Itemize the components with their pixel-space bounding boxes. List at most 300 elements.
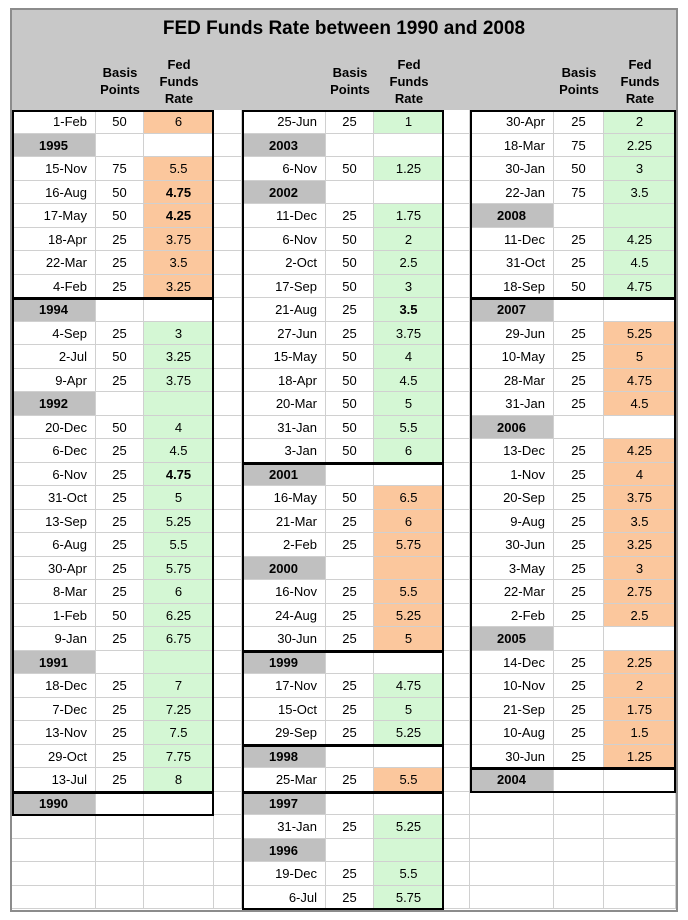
rate-cell: 1.75	[374, 204, 444, 228]
spacer-cell	[444, 533, 470, 557]
rate-cell: 7.75	[144, 745, 214, 769]
year-label: 1990	[12, 792, 96, 816]
basis-points-cell: 25	[326, 815, 374, 839]
basis-points-cell: 50	[326, 369, 374, 393]
empty-cell	[96, 392, 144, 416]
basis-points-cell: 25	[96, 745, 144, 769]
spacer-cell	[444, 721, 470, 745]
empty-cell	[96, 298, 144, 322]
date-cell: 1-Feb	[12, 604, 96, 628]
date-cell: 6-Jul	[242, 886, 326, 910]
spacer-cell	[214, 463, 242, 487]
basis-points-cell: 25	[554, 251, 604, 275]
year-label: 1997	[242, 792, 326, 816]
spacer-cell	[444, 439, 470, 463]
basis-points-cell: 25	[326, 768, 374, 792]
date-cell: 22-Jan	[470, 181, 554, 205]
empty-cell	[144, 839, 214, 863]
rate-cell: 3.25	[144, 345, 214, 369]
rate-cell: 5.25	[604, 322, 676, 346]
basis-points-cell: 50	[326, 157, 374, 181]
rate-cell: 2	[374, 228, 444, 252]
date-cell: 31-Jan	[470, 392, 554, 416]
basis-points-cell: 25	[554, 369, 604, 393]
date-cell: 20-Mar	[242, 392, 326, 416]
empty-cell	[604, 768, 676, 792]
rate-cell: 1.5	[604, 721, 676, 745]
rate-cell: 6	[144, 110, 214, 134]
rate-cell: 3	[604, 557, 676, 581]
basis-points-cell: 25	[96, 533, 144, 557]
spacer-cell	[214, 228, 242, 252]
empty-cell	[12, 815, 96, 839]
spacer-cell	[444, 322, 470, 346]
date-cell: 6-Aug	[12, 533, 96, 557]
year-label: 1991	[12, 651, 96, 675]
empty-cell	[144, 862, 214, 886]
date-cell: 9-Apr	[12, 369, 96, 393]
spacer-cell	[444, 298, 470, 322]
rate-cell: 4.25	[604, 228, 676, 252]
rate-cell: 7	[144, 674, 214, 698]
spacer-cell	[444, 486, 470, 510]
rate-cell: 4.75	[144, 181, 214, 205]
year-label: 2006	[470, 416, 554, 440]
basis-points-cell: 25	[96, 439, 144, 463]
date-cell: 28-Mar	[470, 369, 554, 393]
spacer-cell	[214, 439, 242, 463]
date-cell: 31-Jan	[242, 416, 326, 440]
empty-cell	[604, 792, 676, 816]
spacer-cell	[214, 275, 242, 299]
date-cell: 4-Sep	[12, 322, 96, 346]
date-cell: 2-Jul	[12, 345, 96, 369]
spacer-cell	[444, 604, 470, 628]
date-cell: 31-Oct	[470, 251, 554, 275]
basis-points-cell: 50	[326, 392, 374, 416]
rate-cell: 4	[374, 345, 444, 369]
empty-cell	[470, 886, 554, 910]
date-cell: 25-Mar	[242, 768, 326, 792]
spacer-cell	[214, 251, 242, 275]
spacer-cell	[214, 298, 242, 322]
year-label: 1992	[12, 392, 96, 416]
rate-cell: 6.5	[374, 486, 444, 510]
page-title: FED Funds Rate between 1990 and 2008	[12, 10, 676, 48]
date-cell: 10-Nov	[470, 674, 554, 698]
empty-cell	[374, 463, 444, 487]
empty-cell	[326, 792, 374, 816]
rate-cell: 1	[374, 110, 444, 134]
spacer-cell	[444, 651, 470, 675]
rate-cell: 3.75	[604, 486, 676, 510]
rate-cell: 5	[374, 698, 444, 722]
basis-points-cell: 25	[326, 674, 374, 698]
basis-points-cell: 25	[554, 533, 604, 557]
date-cell: 17-Nov	[242, 674, 326, 698]
spacer-cell	[214, 862, 242, 886]
date-cell: 21-Mar	[242, 510, 326, 534]
basis-points-cell: 50	[326, 275, 374, 299]
basis-points-cell: 50	[326, 228, 374, 252]
empty-cell	[326, 463, 374, 487]
empty-cell	[374, 181, 444, 205]
empty-cell	[554, 815, 604, 839]
empty-cell	[144, 792, 214, 816]
year-label: 1994	[12, 298, 96, 322]
year-label: 2002	[242, 181, 326, 205]
rate-cell: 5.5	[374, 768, 444, 792]
basis-points-cell: 25	[554, 674, 604, 698]
rate-cell: 2.5	[604, 604, 676, 628]
spacer-cell	[214, 486, 242, 510]
empty-cell	[144, 298, 214, 322]
empty-cell	[374, 651, 444, 675]
rate-cell: 1.25	[374, 157, 444, 181]
date-cell: 30-Jun	[470, 533, 554, 557]
empty-cell	[554, 204, 604, 228]
spacer-cell	[214, 839, 242, 863]
spacer-cell	[444, 768, 470, 792]
basis-points-cell: 25	[554, 463, 604, 487]
empty-cell	[470, 815, 554, 839]
spacer-cell	[214, 204, 242, 228]
year-label: 1996	[242, 839, 326, 863]
spacer-cell	[214, 369, 242, 393]
date-cell: 22-Mar	[470, 580, 554, 604]
basis-points-cell: 25	[554, 228, 604, 252]
rate-cell: 3.5	[604, 181, 676, 205]
rate-cell: 3.5	[144, 251, 214, 275]
rate-cell: 3.75	[374, 322, 444, 346]
basis-points-cell: 25	[326, 322, 374, 346]
empty-cell	[470, 839, 554, 863]
empty-cell	[12, 862, 96, 886]
rate-cell: 5	[604, 345, 676, 369]
rate-cell: 2	[604, 110, 676, 134]
spacer-cell	[214, 345, 242, 369]
rate-cell: 4.75	[374, 674, 444, 698]
empty-cell	[374, 839, 444, 863]
empty-cell	[96, 839, 144, 863]
empty-cell	[604, 815, 676, 839]
spacer-cell	[214, 815, 242, 839]
empty-cell	[374, 745, 444, 769]
rate-cell: 4.75	[144, 463, 214, 487]
spacer-cell	[444, 345, 470, 369]
basis-points-cell: 50	[554, 275, 604, 299]
date-cell: 1-Feb	[12, 110, 96, 134]
date-cell: 18-Dec	[12, 674, 96, 698]
rate-cell: 2	[604, 674, 676, 698]
basis-points-cell: 25	[326, 204, 374, 228]
spacer-cell	[444, 627, 470, 651]
date-cell: 16-Aug	[12, 181, 96, 205]
basis-points-cell: 25	[554, 557, 604, 581]
rate-cell: 4.5	[144, 439, 214, 463]
empty-cell	[144, 886, 214, 910]
year-label: 1998	[242, 745, 326, 769]
date-cell: 2-Oct	[242, 251, 326, 275]
year-label: 2007	[470, 298, 554, 322]
spacer-cell	[214, 674, 242, 698]
year-label: 1995	[12, 134, 96, 158]
date-cell: 30-Apr	[12, 557, 96, 581]
year-label: 2004	[470, 768, 554, 792]
date-cell: 8-Mar	[12, 580, 96, 604]
rate-cell: 4.25	[604, 439, 676, 463]
empty-cell	[554, 298, 604, 322]
date-cell: 10-May	[470, 345, 554, 369]
date-cell: 2-Feb	[242, 533, 326, 557]
date-cell: 18-Sep	[470, 275, 554, 299]
basis-points-cell: 25	[96, 251, 144, 275]
date-cell: 6-Nov	[242, 157, 326, 181]
rate-cell: 5.5	[374, 580, 444, 604]
spacer-cell	[214, 886, 242, 910]
spacer-cell	[444, 181, 470, 205]
rate-cell: 5.5	[144, 533, 214, 557]
date-cell: 3-May	[470, 557, 554, 581]
spacer-cell	[214, 721, 242, 745]
empty-cell	[96, 886, 144, 910]
basis-points-cell: 50	[326, 345, 374, 369]
basis-points-cell: 25	[96, 228, 144, 252]
basis-points-cell: 25	[96, 768, 144, 792]
empty-cell	[554, 768, 604, 792]
rate-cell: 5	[374, 627, 444, 651]
empty-cell	[604, 839, 676, 863]
rate-cell: 3	[604, 157, 676, 181]
rate-cell: 7.5	[144, 721, 214, 745]
empty-cell	[374, 792, 444, 816]
basis-points-cell: 25	[326, 604, 374, 628]
date-cell: 4-Feb	[12, 275, 96, 299]
basis-points-cell: 50	[326, 486, 374, 510]
date-cell: 21-Aug	[242, 298, 326, 322]
date-cell: 13-Sep	[12, 510, 96, 534]
date-cell: 18-Mar	[470, 134, 554, 158]
rate-cell: 5.75	[374, 886, 444, 910]
basis-points-cell: 25	[554, 510, 604, 534]
rate-cell: 4.5	[604, 251, 676, 275]
basis-points-cell: 25	[554, 322, 604, 346]
header-basis-points: Basis Points	[559, 65, 599, 97]
spacer-cell	[214, 557, 242, 581]
date-cell: 9-Aug	[470, 510, 554, 534]
rate-cell: 8	[144, 768, 214, 792]
rate-cell: 1.25	[604, 745, 676, 769]
spacer-cell	[214, 580, 242, 604]
empty-cell	[96, 815, 144, 839]
spacer-cell	[214, 651, 242, 675]
empty-cell	[604, 862, 676, 886]
date-cell: 30-Jun	[470, 745, 554, 769]
date-cell: 15-Nov	[12, 157, 96, 181]
rate-cell: 4	[144, 416, 214, 440]
empty-cell	[12, 839, 96, 863]
empty-cell	[144, 651, 214, 675]
basis-points-cell: 25	[326, 533, 374, 557]
basis-points-cell: 25	[554, 345, 604, 369]
rate-cell: 5.25	[374, 721, 444, 745]
rate-cell: 5.25	[374, 815, 444, 839]
basis-points-cell: 25	[554, 580, 604, 604]
date-cell: 6-Nov	[242, 228, 326, 252]
spacer-cell	[444, 463, 470, 487]
spacer-cell	[444, 392, 470, 416]
empty-cell	[374, 134, 444, 158]
rate-cell: 1.75	[604, 698, 676, 722]
date-cell: 29-Sep	[242, 721, 326, 745]
basis-points-cell: 25	[326, 298, 374, 322]
date-cell: 15-May	[242, 345, 326, 369]
spacer-cell	[214, 181, 242, 205]
empty-cell	[554, 792, 604, 816]
date-cell: 20-Sep	[470, 486, 554, 510]
rate-cell: 6	[144, 580, 214, 604]
header-basis-points: Basis Points	[330, 65, 370, 97]
basis-points-cell: 25	[96, 698, 144, 722]
spacer-cell	[444, 580, 470, 604]
basis-points-cell: 50	[96, 204, 144, 228]
empty-cell	[12, 886, 96, 910]
basis-points-cell: 50	[96, 416, 144, 440]
basis-points-cell: 25	[96, 721, 144, 745]
spacer-cell	[214, 392, 242, 416]
empty-cell	[470, 862, 554, 886]
date-cell: 17-May	[12, 204, 96, 228]
empty-cell	[326, 651, 374, 675]
date-cell: 21-Sep	[470, 698, 554, 722]
spacer-cell	[214, 745, 242, 769]
date-cell: 22-Mar	[12, 251, 96, 275]
spacer-cell	[214, 792, 242, 816]
basis-points-cell: 25	[96, 486, 144, 510]
date-cell: 20-Dec	[12, 416, 96, 440]
basis-points-cell: 25	[326, 698, 374, 722]
header-fed-funds-rate: Fed Funds Rate	[620, 57, 660, 106]
spacer-cell	[214, 110, 242, 134]
spacer-cell	[444, 792, 470, 816]
date-cell: 10-Aug	[470, 721, 554, 745]
empty-cell	[144, 815, 214, 839]
rate-cell: 7.25	[144, 698, 214, 722]
spacer-cell	[444, 110, 470, 134]
basis-points-cell: 25	[554, 604, 604, 628]
basis-points-cell: 25	[96, 463, 144, 487]
rate-cell: 2.25	[604, 134, 676, 158]
basis-points-cell: 50	[326, 251, 374, 275]
spacer-cell	[444, 369, 470, 393]
date-cell: 7-Dec	[12, 698, 96, 722]
empty-cell	[554, 862, 604, 886]
date-cell: 9-Jan	[12, 627, 96, 651]
empty-cell	[96, 651, 144, 675]
spacer-cell	[444, 134, 470, 158]
spacer-cell	[214, 627, 242, 651]
basis-points-cell: 25	[96, 674, 144, 698]
rate-cell: 6.25	[144, 604, 214, 628]
empty-cell	[326, 839, 374, 863]
basis-points-cell: 25	[96, 557, 144, 581]
empty-cell	[326, 181, 374, 205]
date-cell: 14-Dec	[470, 651, 554, 675]
rate-cell: 6	[374, 439, 444, 463]
spacer-cell	[444, 251, 470, 275]
date-cell: 24-Aug	[242, 604, 326, 628]
empty-cell	[96, 134, 144, 158]
date-cell: 27-Jun	[242, 322, 326, 346]
date-cell: 30-Apr	[470, 110, 554, 134]
basis-points-cell: 50	[96, 345, 144, 369]
basis-points-cell: 50	[326, 439, 374, 463]
empty-cell	[554, 839, 604, 863]
date-cell: 13-Jul	[12, 768, 96, 792]
basis-points-cell: 50	[554, 157, 604, 181]
empty-cell	[96, 862, 144, 886]
spacer-cell	[214, 533, 242, 557]
date-cell: 6-Dec	[12, 439, 96, 463]
date-cell: 16-Nov	[242, 580, 326, 604]
basis-points-cell: 50	[96, 110, 144, 134]
rate-cell: 4.75	[604, 275, 676, 299]
basis-points-cell: 25	[326, 627, 374, 651]
rate-cell: 3.5	[604, 510, 676, 534]
spacer-cell	[214, 510, 242, 534]
date-cell: 29-Jun	[470, 322, 554, 346]
date-cell: 15-Oct	[242, 698, 326, 722]
basis-points-cell: 75	[96, 157, 144, 181]
year-label: 2003	[242, 134, 326, 158]
spacer-cell	[444, 157, 470, 181]
empty-cell	[554, 627, 604, 651]
rate-cell: 3.5	[374, 298, 444, 322]
year-label: 2005	[470, 627, 554, 651]
empty-cell	[554, 416, 604, 440]
header-fed-funds-rate: Fed Funds Rate	[159, 57, 199, 106]
basis-points-cell: 25	[326, 886, 374, 910]
empty-cell	[604, 204, 676, 228]
spacer-cell	[444, 510, 470, 534]
year-label: 2001	[242, 463, 326, 487]
spacer-cell	[214, 698, 242, 722]
empty-cell	[144, 392, 214, 416]
basis-points-cell: 25	[554, 721, 604, 745]
empty-cell	[604, 416, 676, 440]
spacer-cell	[444, 815, 470, 839]
empty-cell	[326, 557, 374, 581]
empty-cell	[604, 298, 676, 322]
rate-cell: 5.5	[144, 157, 214, 181]
rate-cell: 2.75	[604, 580, 676, 604]
spacer-cell	[444, 416, 470, 440]
date-cell: 11-Dec	[470, 228, 554, 252]
rate-cell: 3.25	[144, 275, 214, 299]
basis-points-cell: 25	[326, 110, 374, 134]
date-cell: 31-Oct	[12, 486, 96, 510]
rate-cell: 3.75	[144, 369, 214, 393]
basis-points-cell: 25	[554, 486, 604, 510]
date-cell: 18-Apr	[242, 369, 326, 393]
date-cell: 30-Jun	[242, 627, 326, 651]
spacer-cell	[444, 839, 470, 863]
basis-points-cell: 25	[96, 580, 144, 604]
date-cell: 19-Dec	[242, 862, 326, 886]
basis-points-cell: 50	[326, 416, 374, 440]
basis-points-cell: 50	[96, 604, 144, 628]
date-cell: 1-Nov	[470, 463, 554, 487]
